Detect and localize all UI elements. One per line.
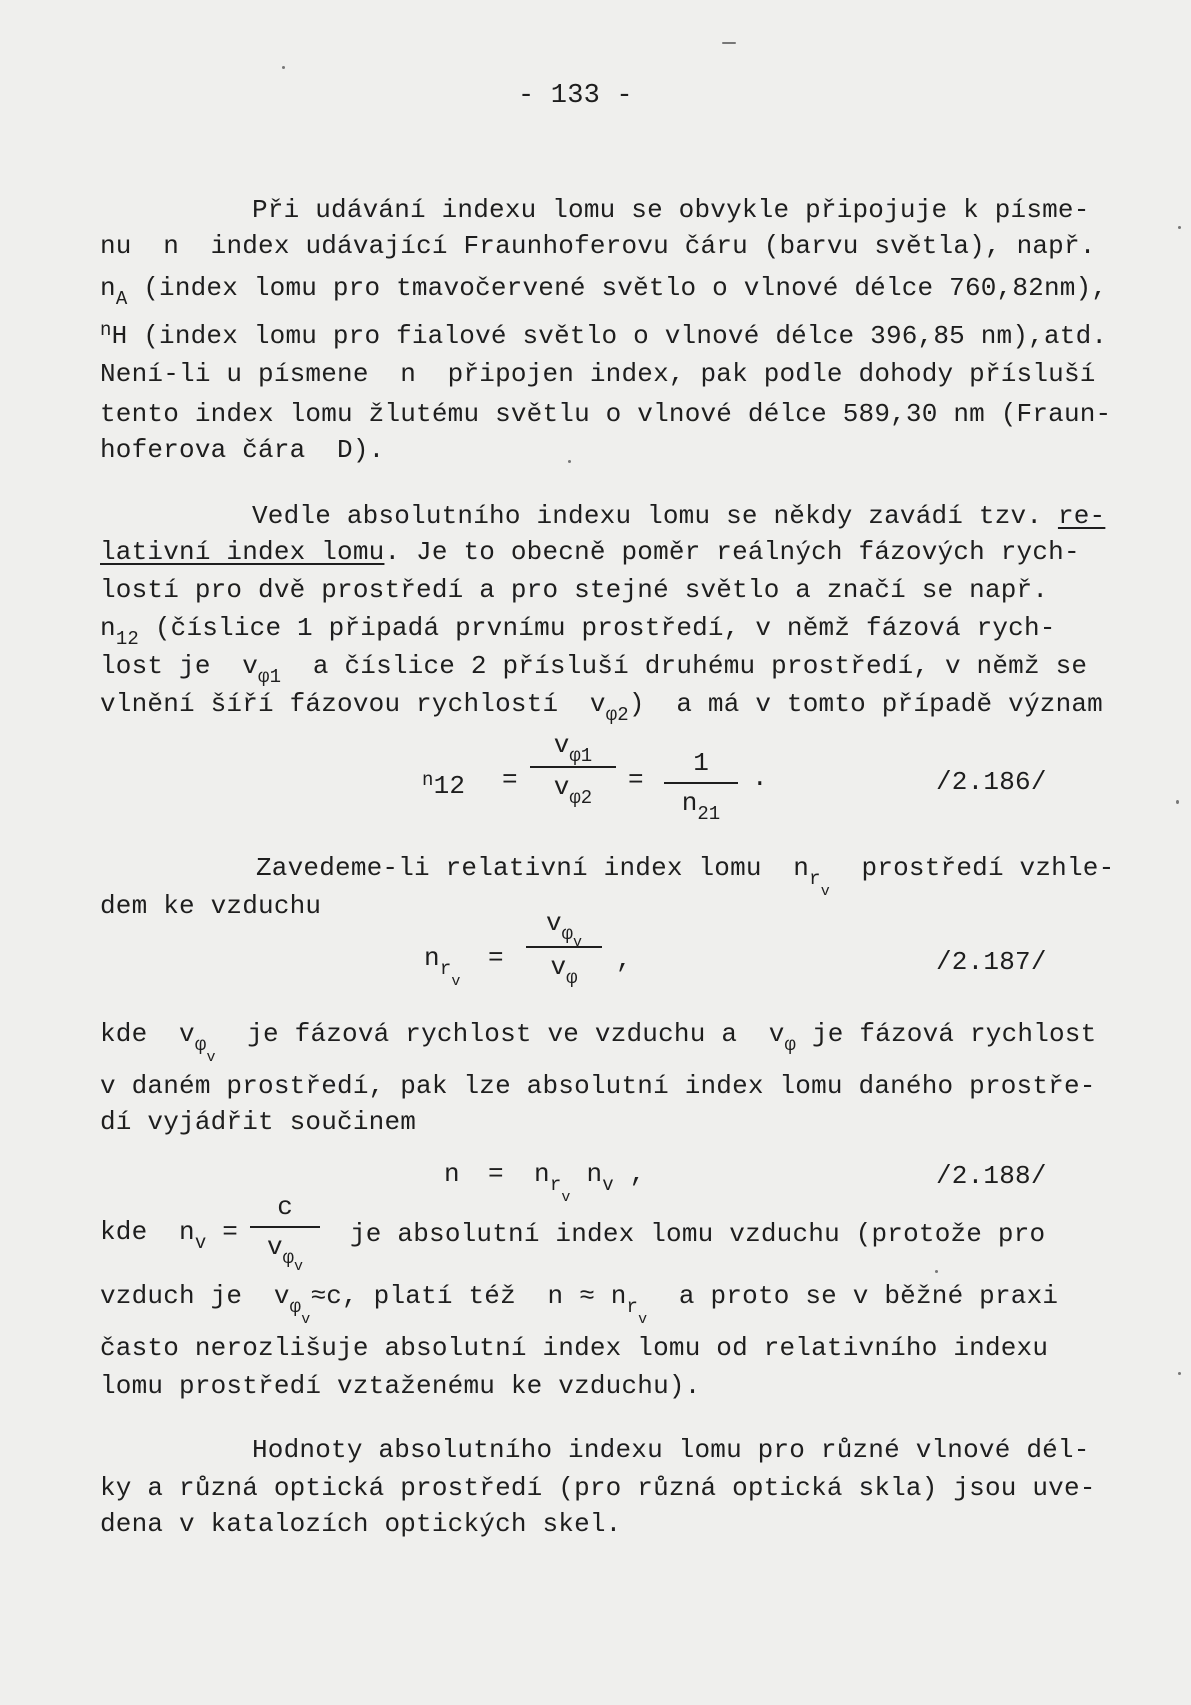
fraction-bar: [526, 946, 602, 948]
scan-speck: [1176, 800, 1179, 804]
text-line: nu n index udávající Fraunhoferovu čáru (barvu světla), např.: [100, 231, 1096, 261]
text-line: kde $v_{\varphi v}$ je fázová rychlost ve vzduchu a $v_\varphi$ je fázová rychlost: [100, 1019, 1097, 1066]
text-line: Vedle absolutního indexu lomu se někdy zavádí tzv. re-: [252, 501, 1106, 531]
equation-number: /2.188/: [936, 1161, 1047, 1191]
punctuation: ,: [616, 945, 632, 975]
text-line: vzduch je $v_{\varphi v}\approx c$, platí též $n \approx n_{rv}$ a proto se v běžné praxi: [100, 1281, 1059, 1328]
fraction-bar: [250, 1226, 320, 1228]
fraction: 1 $n_{21}$: [664, 748, 738, 820]
text-line: Není-li u písmene n připojen index, pak podle dohody přísluší: [100, 359, 1096, 389]
page-number: - 133 -: [518, 81, 633, 111]
equation-number: /2.187/: [936, 947, 1047, 977]
scan-speck: [282, 66, 285, 69]
text-line: Zavedeme-li relativní index lomu $n_{rv}$ prostředí vzhle-: [256, 853, 1115, 900]
underlined-term: re-: [1057, 501, 1106, 531]
underlined-term: lativní index lomu: [100, 537, 385, 567]
text-line: Hodnoty absolutního indexu lomu pro různé vlnové dél-: [252, 1435, 1090, 1465]
text-line: v daném prostředí, pak lze absolutní index lomu daného prostře-: [100, 1071, 1096, 1101]
equation-rhs: $n_{rv}$ $n_v$ ,: [534, 1159, 646, 1206]
text-line: $^n$H (index lomu pro fialové světlo o vlnové délce 396,85 nm),atd.: [100, 319, 1108, 351]
fraction: $v_{\varphi v}$ $v_\varphi$: [526, 908, 602, 984]
text-line: lativní index lomu. Je to obecně poměr reálných fázových rych-: [100, 537, 1080, 567]
text-line: často nerozlišuje absolutní index lomu od relativního indexu: [100, 1333, 1049, 1363]
fraction: c $v_{\varphi v}$: [250, 1192, 320, 1266]
equals-sign: =: [502, 765, 518, 795]
scan-speck: [935, 1270, 938, 1273]
text-line: je absolutní index lomu vzduchu (protože pro: [350, 1219, 1046, 1249]
text-line: lostí pro dvě prostředí a pro stejné světlo a značí se např.: [100, 575, 1049, 605]
scan-speck: [1178, 1372, 1181, 1375]
text-line: $n_A$ (index lomu pro tmavočervené světlo o vlnové délce 760,82nm),: [100, 273, 1108, 310]
equals-sign: =: [628, 765, 644, 795]
text-line: Při udávání indexu lomu se obvykle připojuje k písme-: [252, 195, 1090, 225]
equation-lhs: n: [444, 1159, 460, 1189]
scan-speck: [568, 460, 571, 463]
fraction: $v_{\varphi 1}$ $v_{\varphi 2}$: [530, 730, 616, 804]
text-line: hoferova čára D).: [100, 435, 385, 465]
equation-lhs: $n_{rv}$: [424, 943, 461, 990]
equals-sign: =: [488, 1159, 504, 1189]
text-line: dena v katalozích optických skel.: [100, 1509, 622, 1539]
text-line: dem ke vzduchu: [100, 891, 322, 921]
text-line: lomu prostředí vztaženému ke vzduchu).: [100, 1371, 701, 1401]
fraction-bar: [664, 782, 738, 784]
equals-sign: =: [488, 943, 504, 973]
equation-number: /2.186/: [936, 767, 1047, 797]
text-line: $n_{12}$ (číslice 1 připadá prvnímu prostředí, v němž fázová rych-: [100, 613, 1056, 650]
scan-speck: [1178, 226, 1181, 229]
text-line: lost je $v_{\varphi 1}$ a číslice 2 přísluší druhému prostředí, v němž se: [100, 651, 1088, 688]
text-line: dí vyjádřit součinem: [100, 1107, 417, 1137]
punctuation: .: [752, 763, 768, 793]
text-line: kde $n_v$ =: [100, 1217, 239, 1254]
text-line: tento index lomu žlutému světlu o vlnové délce 589,30 nm (Fraun-: [100, 399, 1112, 429]
equation-lhs: $^n$12: [422, 769, 466, 801]
scan-speck: [722, 42, 736, 44]
text-line: vlnění šíří fázovou rychlostí $v_{\varphi 2}$) a má v tomto případě význam: [100, 689, 1103, 726]
text-line: ky a různá optická prostředí (pro různá optická skla) jsou uve-: [100, 1473, 1096, 1503]
